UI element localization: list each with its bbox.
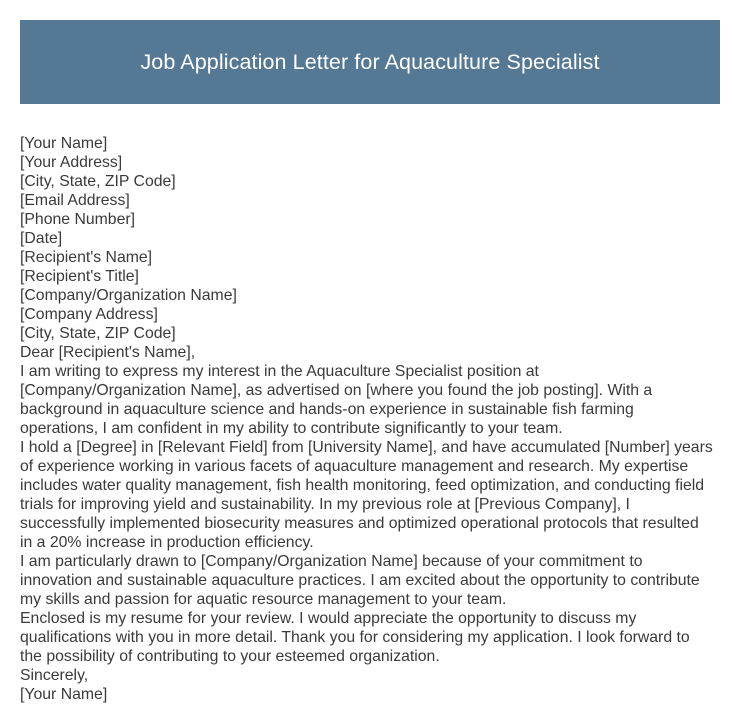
signature-name: [Your Name]	[20, 686, 108, 703]
paragraph-line: [Company/Organization Name], as advertised on [where you found the job posting]. With a	[20, 382, 653, 399]
sender-name: [Your Name]	[20, 135, 108, 152]
letter-header-banner	[20, 20, 720, 104]
paragraph-line: innovation and sustainable aquaculture practices. I am excited about the opportunity to contribute	[20, 572, 700, 589]
recipient-name: [Recipient's Name]	[20, 249, 153, 266]
sender-phone: [Phone Number]	[20, 211, 136, 228]
paragraph-motivation	[20, 552, 724, 609]
recipient-block	[20, 248, 724, 343]
sender-email: [Email Address]	[20, 192, 130, 209]
recipient-city-state-zip: [City, State, ZIP Code]	[20, 325, 176, 342]
recipient-company: [Company/Organization Name]	[20, 287, 237, 304]
paragraph-line: I am writing to express my interest in the Aquaculture Specialist position at	[20, 363, 539, 380]
paragraph-experience	[20, 438, 724, 552]
sender-city-state-zip: [City, State, ZIP Code]	[20, 173, 176, 190]
paragraph-line: the possibility of contributing to your esteemed organization.	[20, 648, 440, 665]
paragraph-line: operations, I am confident in my ability to contribute significantly to your team.	[20, 420, 563, 437]
paragraph-line: Enclosed is my resume for your review. I would appreciate the opportunity to discuss my	[20, 610, 637, 627]
letter-body	[20, 134, 724, 704]
paragraph-line: successfully implemented biosecurity measures and optimized operational protocols that resulted	[20, 515, 699, 532]
paragraph-line: trials for improving yield and sustainability. In my previous role at [Previous Company], I	[20, 496, 630, 513]
closing-phrase: Sincerely,	[20, 667, 89, 684]
paragraph-line: includes water quality management, fish health monitoring, feed optimization, and conducting field	[20, 477, 705, 494]
paragraph-intro	[20, 362, 724, 438]
page-title: Job Application Letter for Aquaculture Specialist	[140, 49, 600, 74]
recipient-title: [Recipient's Title]	[20, 268, 139, 285]
paragraph-line: qualifications with you in more detail. Thank you for considering my application. I look forward to	[20, 629, 690, 646]
salutation: Dear [Recipient's Name],	[20, 344, 196, 361]
paragraph-line: I hold a [Degree] in [Relevant Field] from [University Name], and have accumulated [Number] years	[20, 439, 713, 456]
sender-block	[20, 134, 724, 248]
paragraph-line: I am particularly drawn to [Company/Organization Name] because of your commitment to	[20, 553, 643, 570]
paragraph-line: of experience working in various facets of aquaculture management and research. My expertise	[20, 458, 689, 475]
paragraph-closing	[20, 609, 724, 666]
letter-date: [Date]	[20, 230, 63, 247]
recipient-address: [Company Address]	[20, 306, 158, 323]
sender-address: [Your Address]	[20, 154, 123, 171]
paragraph-line: my skills and passion for aquatic resource management to your team.	[20, 591, 507, 608]
paragraph-line: background in aquaculture science and hands-on experience in sustainable fish farming	[20, 401, 634, 418]
paragraph-line: in a 20% increase in production efficiency.	[20, 534, 314, 551]
